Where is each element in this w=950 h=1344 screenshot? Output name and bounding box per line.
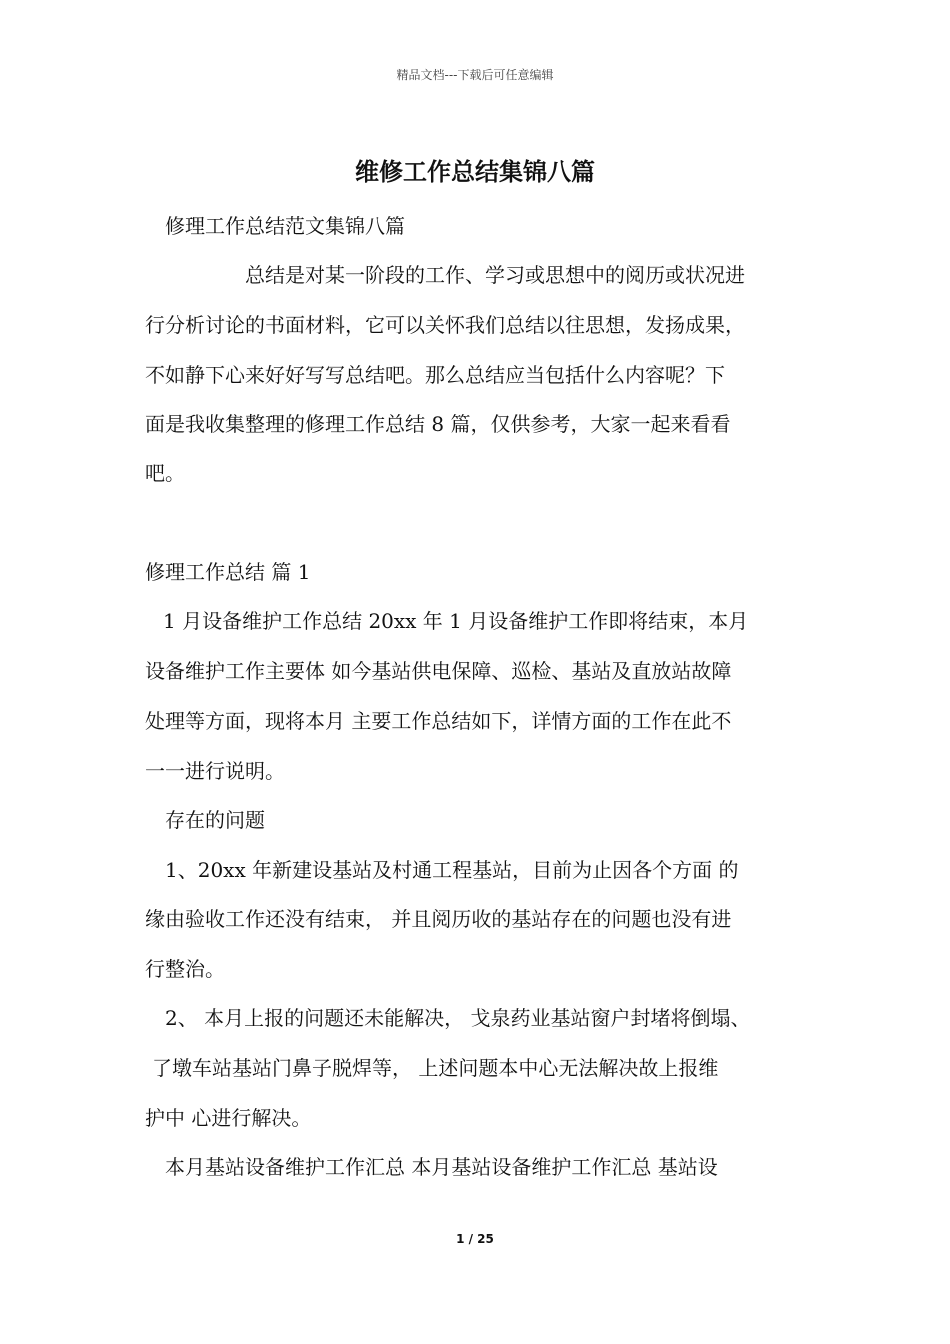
body-line: 1 月设备维护工作总结 20xx 年 1 月设备维护工作即将结束，本月 xyxy=(163,609,749,633)
intro-line: 行分析讨论的书面材料，它可以关怀我们总结以往思想，发扬成果， xyxy=(145,313,745,337)
subheading-line: 存在的问题 xyxy=(165,808,265,832)
intro-line: 吧。 xyxy=(145,461,185,485)
body-line: 行整治。 xyxy=(145,957,225,981)
body-line: 缘由验收工作还没有结束， 并且阅历收的基站存在的问题也没有进 xyxy=(145,907,732,931)
document-title: 维修工作总结集锦八篇 xyxy=(355,158,595,186)
body-line: 设备维护工作主要体 如今基站供电保障、巡检、基站及直放站故障 xyxy=(145,659,732,683)
body-line: 处理等方面，现将本月 主要工作总结如下，详情方面的工作在此不 xyxy=(145,709,732,733)
body-line: 1、20xx 年新建设基站及村通工程基站，目前为止因各个方面 的 xyxy=(165,858,739,882)
body-line: 一一进行说明。 xyxy=(145,759,285,783)
subtitle-line: 修理工作总结范文集锦八篇 xyxy=(165,214,405,238)
page-number: 1 / 25 xyxy=(456,1232,494,1246)
section-heading: 修理工作总结 篇 1 xyxy=(145,560,311,584)
body-line: 护中 心进行解决。 xyxy=(145,1106,312,1130)
intro-line: 面是我收集整理的修理工作总结 8 篇，仅供参考，大家一起来看看 xyxy=(145,412,731,436)
body-line: 了墩车站基站门鼻子脱焊等， 上述问题本中心无法解决故上报维 xyxy=(152,1056,719,1080)
page-header: 精品文档---下载后可任意编辑 xyxy=(396,68,554,82)
intro-line: 总结是对某一阶段的工作、学习或思想中的阅历或状况进 xyxy=(245,263,745,287)
body-line: 2、 本月上报的问题还未能解决， 戈泉药业基站窗户封堵将倒塌、 xyxy=(165,1006,751,1030)
intro-line: 不如静下心来好好写写总结吧。那么总结应当包括什么内容呢？下 xyxy=(145,363,725,387)
body-line: 本月基站设备维护工作汇总 本月基站设备维护工作汇总 基站设 xyxy=(165,1155,718,1179)
